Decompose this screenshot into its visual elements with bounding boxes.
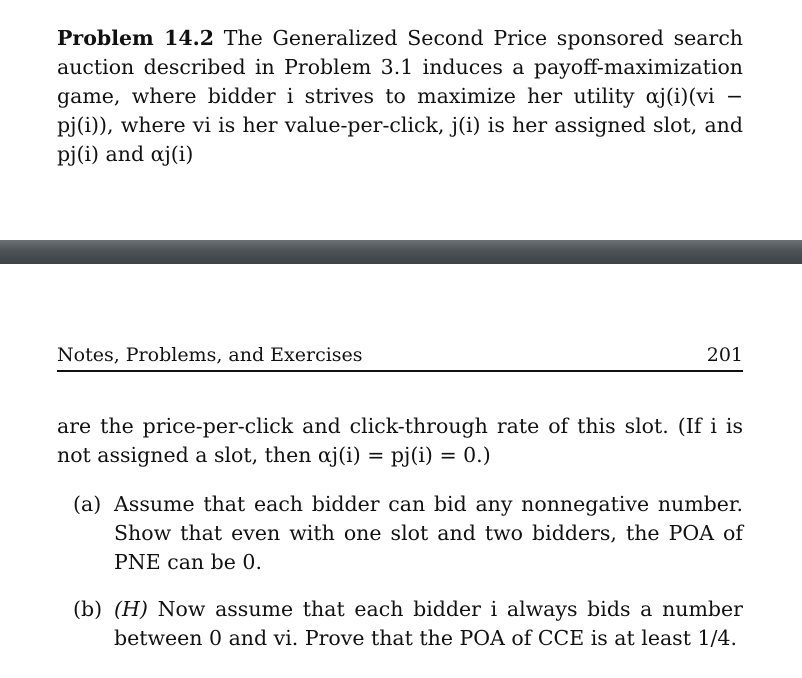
running-head	[57, 340, 743, 372]
part-b-body	[114, 595, 743, 653]
problem-heading: Problem 14.2	[57, 26, 215, 50]
running-head-title: Notes, Problems, and Exercises	[57, 344, 363, 366]
part-a-label: (a)	[73, 492, 102, 516]
part-b-text: Now assume that each bidder i always bids a number between 0 and vi. Prove that the POA of CCE is at least 1/4.	[114, 597, 743, 650]
problem-paragraph	[57, 24, 743, 169]
part-a-text: Assume that each bidder can bid any nonnegative number. Show that even with one slot and two bidders, the POA of PNE can be 0.	[114, 492, 743, 574]
page-number: 201	[706, 344, 743, 366]
page-break-divider	[0, 240, 802, 264]
continued-text: are the price-per-click and click-through rate of this slot. (If i is not assigned a slot, then αj(i) = pj(i) = 0.)	[57, 414, 743, 467]
problem-text: The Generalized Second Price sponsored search auction described in Problem 3.1 induces a payoff-maximization game, where bidder i strives to maximize her utility αj(i)(vi − pj(i)), where vi is her value-per-click, j(i) is her assigned slot, and pj(i) and αj(i)	[57, 26, 743, 166]
problem-statement-top	[57, 24, 743, 169]
part-a-body	[114, 490, 743, 577]
part-b-hint: (H)	[114, 597, 148, 621]
part-b-label: (b)	[73, 597, 103, 621]
problem-statement-continued	[57, 412, 743, 470]
